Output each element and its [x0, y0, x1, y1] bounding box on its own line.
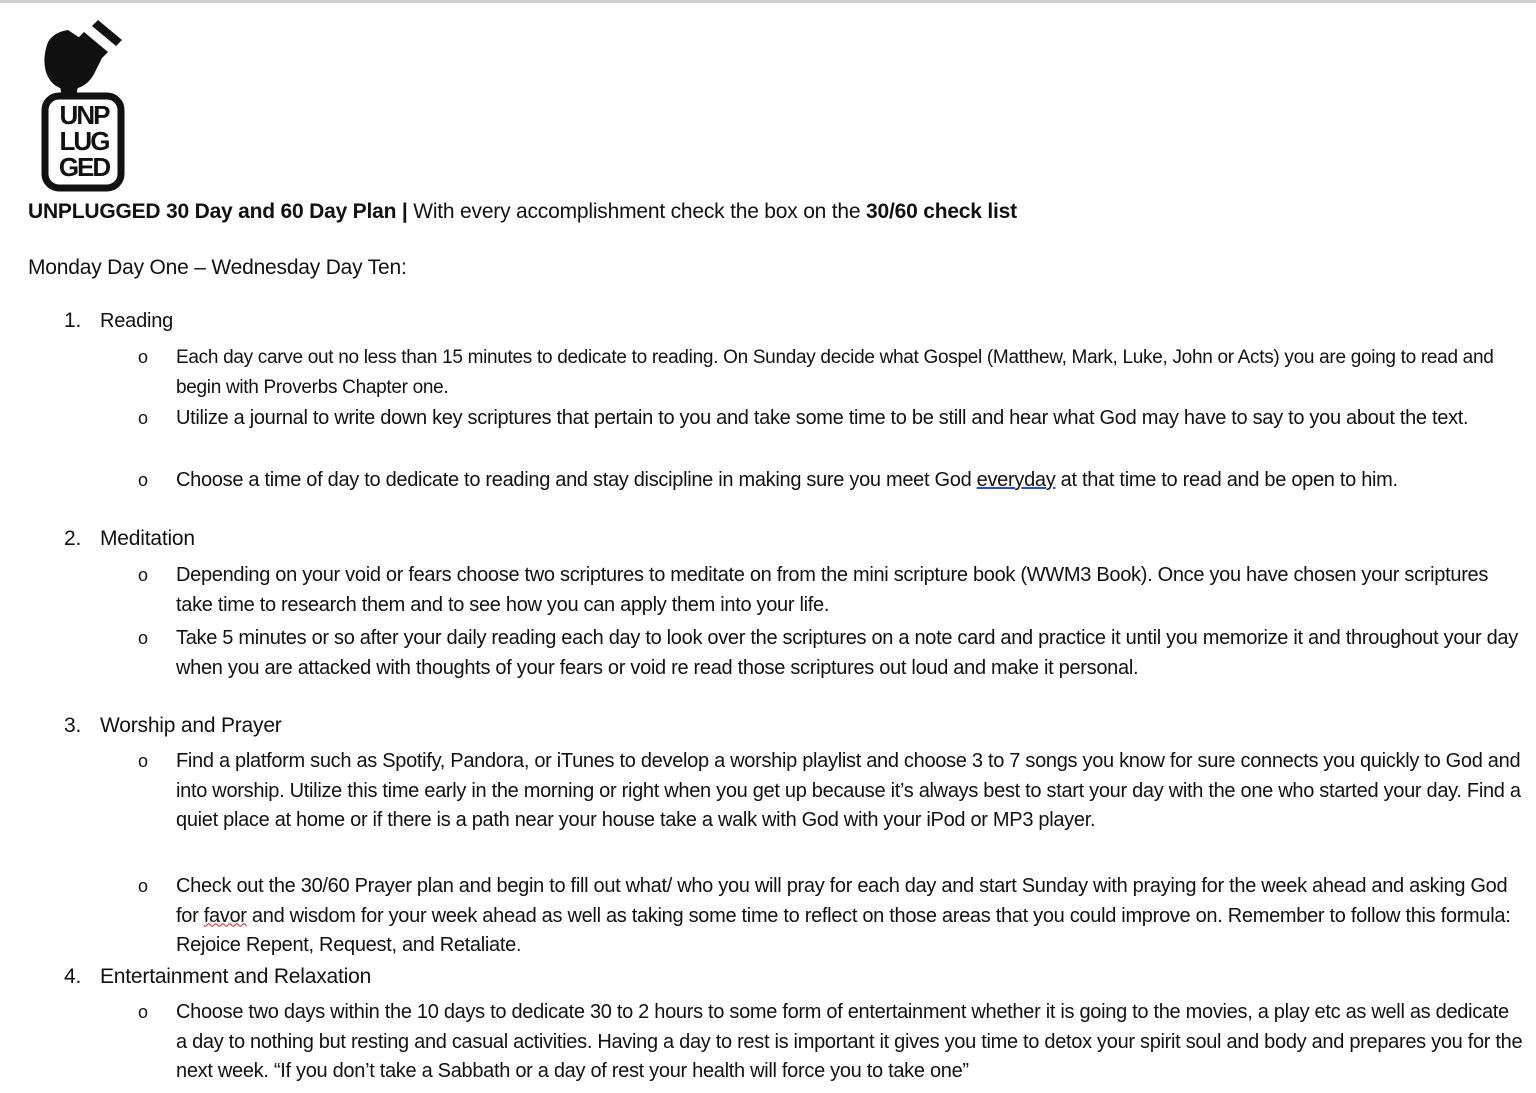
logo-line-1: UNP — [59, 100, 109, 130]
title-separator: | — [401, 200, 408, 223]
document-title — [28, 200, 1017, 224]
title-bold-tail: 30/60 check list — [866, 200, 1017, 223]
list-item — [138, 343, 1523, 402]
list-item — [138, 747, 1523, 836]
unplugged-logo — [38, 14, 128, 192]
date-range-heading: Monday Day One – Wednesday Day Ten: — [28, 256, 407, 279]
section-number: 4. — [64, 965, 82, 988]
list-item-text: Utilize a journal to write down key scriptures that pertain to you and take some time to be still and hear what God may have to say to you about the text. — [176, 407, 1469, 429]
section-heading: Reading — [100, 310, 174, 332]
list-item-text — [176, 872, 1523, 961]
list-item — [138, 624, 1523, 683]
spelling-flagged-word: favor — [203, 904, 247, 927]
text-segment: Check out the 30/60 Prayer plan and begin to fill out what/ who you will pray for each day and start Sunday with praying for the week ahead and asking God for — [176, 875, 1508, 927]
text-segment: at that time to read and be open to him. — [1055, 469, 1398, 491]
section-heading: Worship and Prayer — [100, 714, 282, 737]
logo-line-3: GED — [58, 152, 110, 182]
section-reading — [64, 309, 173, 333]
text-segment: and wisdom for your week ahead as well as taking some time to reflect on those areas that you could improve on. Remember to follow this formula: Rejoice Repent, Request, and Retaliate. — [176, 904, 1511, 956]
bullet-icon: o — [138, 470, 148, 490]
section-worship-prayer — [64, 714, 282, 738]
text-segment: Choose a time of day to dedicate to reading and stay discipline in making sure you meet God — [176, 469, 977, 491]
top-rule — [0, 0, 1536, 3]
bullet-icon: o — [138, 1002, 148, 1022]
section-number: 3. — [64, 714, 82, 737]
bullet-icon: o — [138, 628, 148, 648]
list-item — [138, 998, 1523, 1087]
list-item-text — [176, 466, 1523, 496]
list-item — [138, 872, 1523, 961]
section-heading: Entertainment and Relaxation — [100, 965, 372, 988]
section-heading: Meditation — [100, 527, 195, 550]
section-entertainment-relaxation — [64, 965, 371, 989]
title-normal: With every accomplishment check the box on the — [413, 200, 861, 223]
list-item-text: Take 5 minutes or so after your daily reading each day to look over the scriptures on a note card and practice it until you memorize it and throughout your day when you are attacked with thoughts of your fears or void re read those scriptures out loud and make it personal. — [176, 627, 1518, 679]
list-item-text: Choose two days within the 10 days to dedicate 30 to 2 hours to some form of entertainment whether it is going to the movies, a play etc as well as dedicate a day to nothing but resting and casual activities. Having a day to rest is important it gives you time to detox your spirit soul and body and prepares you for the next week. “If you don’t take a Sabbath or a day of rest your health will force you to take one” — [176, 1001, 1523, 1082]
section-meditation — [64, 527, 195, 551]
title-bold: UNPLUGGED 30 Day and 60 Day Plan — [28, 200, 397, 223]
list-item — [138, 561, 1523, 620]
list-item — [138, 466, 1523, 496]
list-item-text: Find a platform such as Spotify, Pandora, or iTunes to develop a worship playlist and choose 3 to 7 songs you know for sure connects you quickly to God and into worship. Utilize this time early in the morning or right when you get up because it’s always best to start your day with the one who started your day. Find a quiet place at home or if there is a path near your house take a walk with God with your iPod or MP3 player. — [176, 750, 1521, 831]
bullet-icon: o — [138, 876, 148, 896]
list-item — [138, 404, 1523, 434]
list-item-text: Depending on your void or fears choose two scriptures to meditate on from the mini scripture book (WWM3 Book). Once you have chosen your scriptures take time to research them and to see how you can apply them into your life. — [176, 564, 1489, 616]
section-number: 2. — [64, 527, 82, 550]
bullet-icon: o — [138, 751, 148, 771]
bullet-icon: o — [138, 408, 148, 428]
list-item-text: Each day carve out no less than 15 minutes to dedicate to reading. On Sunday decide what Gospel (Matthew, Mark, Luke, John or Acts) you are going to read and begin with Proverbs Chapter one. — [176, 347, 1494, 398]
bullet-icon: o — [138, 347, 148, 367]
logo-line-2: LUG — [59, 126, 109, 156]
section-number: 1. — [64, 309, 82, 332]
grammar-flagged-word: everyday — [976, 469, 1056, 491]
bullet-icon: o — [138, 565, 148, 585]
